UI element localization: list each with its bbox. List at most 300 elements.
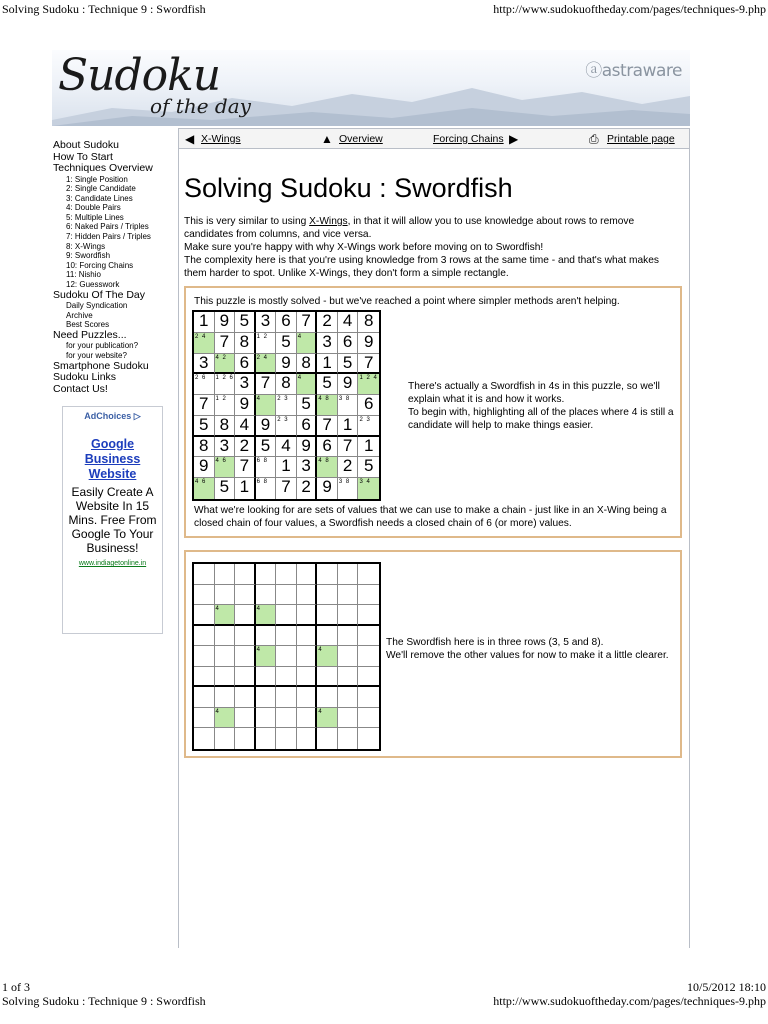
grid-cell [256, 416, 277, 437]
sidebar-item[interactable]: 3: Candidate Lines [66, 193, 133, 203]
grid-cell [358, 478, 379, 499]
grid-cell [358, 437, 379, 458]
grid-cell [256, 395, 277, 416]
grid-cell [235, 687, 256, 708]
grid-cell [338, 374, 359, 395]
grid-cell [256, 457, 277, 478]
cell-candidates: 2 3 [277, 396, 289, 403]
cell-value: 1 [281, 457, 291, 476]
sidebar-item[interactable]: 4: Double Pairs [66, 203, 121, 213]
grid-cell [358, 374, 379, 395]
grid-cell [235, 564, 256, 585]
grid-cell [194, 457, 215, 478]
brand-name: astraware [601, 61, 682, 81]
grid-cell [235, 605, 256, 626]
grid-cell [338, 687, 359, 708]
grid-cell [276, 457, 297, 478]
print-header-url: http://www.sudokuoftheday.com/pages/techniques-9.php [493, 2, 766, 16]
cell-value: 9 [322, 478, 332, 497]
cell-value: 2 [322, 312, 332, 330]
grid-cell [215, 374, 236, 395]
grid-cell [358, 416, 379, 437]
grid-cell [297, 585, 318, 606]
grid-cell [297, 708, 318, 729]
grid-cell [317, 687, 338, 708]
sidebar-item[interactable]: 5: Multiple Lines [66, 212, 124, 222]
cell-value: 7 [239, 457, 250, 476]
cell-value: 8 [363, 312, 374, 330]
grid-cell [276, 354, 297, 375]
grid-cell [215, 333, 236, 354]
cell-candidates: 1 2 4 [359, 375, 378, 382]
grid-cell [256, 646, 277, 667]
cell-value: 5 [281, 332, 291, 351]
cell-value: 2 [239, 436, 250, 455]
grid-cell [297, 646, 318, 667]
grid-cell [358, 457, 379, 478]
cell-value: 7 [260, 374, 271, 393]
grid-cell [358, 626, 379, 647]
sidebar-item[interactable]: Sudoku Links [53, 371, 117, 384]
grid-cell [215, 687, 236, 708]
grid-cell [256, 708, 277, 729]
print-header-title: Solving Sudoku : Technique 9 : Swordfish [2, 2, 206, 16]
grid-cell [317, 457, 338, 478]
cell-candidates: 4 [297, 333, 303, 340]
cell-candidates: 2 4 [195, 333, 207, 340]
grid-cell [215, 416, 236, 437]
grid-cell [215, 478, 236, 499]
sidebar-item[interactable]: Daily Syndication [66, 301, 128, 311]
cell-value: 8 [301, 353, 311, 372]
prev-arrow-icon[interactable]: ◀ [185, 132, 195, 146]
cell-value: 1 [363, 436, 374, 455]
grid-cell [276, 667, 297, 688]
grid-cell [276, 437, 297, 458]
grid-cell [276, 728, 297, 749]
grid-cell [317, 312, 338, 333]
grid-cell [194, 687, 215, 708]
example-1-footer: What we're looking for are sets of values that we can use to make a chain - just like in an X-Wing being a closed chain of four values, a Swordfish needs a closed chain of 6 (or more) values. [194, 505, 667, 529]
grid-cell [256, 687, 277, 708]
brand-swirl-icon: ⓐ [585, 61, 602, 81]
grid-cell [235, 312, 256, 333]
grid-cell [317, 333, 338, 354]
next-arrow-icon[interactable]: ▶ [509, 132, 519, 146]
cell-value: 5 [219, 478, 230, 497]
grid-cell [276, 708, 297, 729]
grid-cell [317, 667, 338, 688]
printable-page-link[interactable]: Printable page [607, 133, 675, 145]
grid-cell [358, 354, 379, 375]
grid-cell [235, 646, 256, 667]
grid-cell [297, 416, 318, 437]
sidebar-item[interactable]: Smartphone Sudoku [53, 359, 149, 372]
grid-cell [194, 626, 215, 647]
grid-cell [297, 354, 318, 375]
grid-cell [215, 312, 236, 333]
grid-cell [194, 708, 215, 729]
grid-cell [235, 457, 256, 478]
ad-box[interactable] [62, 406, 163, 634]
grid-cell [338, 312, 359, 333]
sidebar-item[interactable]: 1: Single Position [66, 174, 128, 184]
sidebar-item[interactable]: 6: Naked Pairs / Triples [66, 222, 149, 232]
cell-value: 1 [322, 353, 332, 372]
sidebar-item[interactable]: Need Puzzles... [53, 328, 127, 341]
cell-candidates: 1 2 6 [215, 375, 234, 382]
cell-value: 7 [199, 395, 209, 414]
cell-value: 2 [301, 478, 311, 497]
cell-value: 9 [199, 457, 209, 476]
cell-value: 6 [363, 395, 374, 414]
grid-cell [276, 333, 297, 354]
cell-value: 7 [219, 332, 230, 351]
sidebar-item[interactable]: for your publication? [66, 341, 139, 351]
grid-cell [358, 605, 379, 626]
print-footer-title: Solving Sudoku : Technique 9 : Swordfish [2, 994, 206, 1008]
sidebar-item[interactable]: 8: X-Wings [66, 241, 106, 251]
cell-value: 4 [239, 415, 250, 434]
next-link[interactable]: Forcing Chains [433, 133, 504, 145]
grid-cell [338, 605, 359, 626]
cell-value: 7 [342, 436, 353, 455]
sudoku-grid-swordfish [192, 562, 381, 751]
sudoku-grid-full [192, 310, 381, 501]
grid-cell [338, 626, 359, 647]
ad-choices-label[interactable]: AdChoices ▷ [84, 411, 141, 421]
cell-candidates: 2 4 [256, 354, 268, 361]
cell-value: 9 [239, 395, 250, 414]
grid-cell [235, 667, 256, 688]
sidebar-item[interactable]: 2: Single Candidate [66, 184, 136, 194]
grid-cell [338, 708, 359, 729]
cell-candidates: 4 [318, 708, 323, 715]
cell-candidates: 6 8 [256, 458, 268, 465]
cell-candidates: 4 6 [195, 479, 207, 486]
grid-cell [317, 708, 338, 729]
page-title: Solving Sudoku : Swordfish [184, 173, 513, 203]
grid-cell [235, 626, 256, 647]
grid-cell [194, 437, 215, 458]
grid-cell [297, 478, 318, 499]
sidebar-item[interactable]: 12: Guesswork [66, 280, 120, 290]
grid-cell [358, 667, 379, 688]
sidebar-item[interactable]: 9: Swordfish [66, 251, 111, 261]
grid-cell [276, 564, 297, 585]
grid-cell [256, 354, 277, 375]
cell-value: 9 [342, 374, 353, 393]
sidebar-item[interactable]: for your website? [66, 351, 127, 360]
cell-candidates: 4 8 [318, 396, 330, 403]
cell-value: 1 [342, 415, 353, 434]
cell-candidates: 1 2 [256, 333, 268, 340]
grid-cell [297, 395, 318, 416]
grid-cell [256, 437, 277, 458]
grid-cell [235, 585, 256, 606]
xwings-inline-link[interactable]: X-Wings [309, 216, 348, 227]
grid-cell [235, 374, 256, 395]
grid-cell [194, 395, 215, 416]
print-footer-datetime: 10/5/2012 18:10 [686, 980, 766, 994]
grid-cell [358, 564, 379, 585]
cell-candidates: 2 6 [195, 375, 207, 382]
grid-cell [317, 478, 338, 499]
grid-cell [235, 728, 256, 749]
cell-value: 5 [260, 436, 271, 455]
grid-cell [276, 312, 297, 333]
grid-cell [338, 564, 359, 585]
grid-cell [338, 354, 359, 375]
grid-cell [194, 646, 215, 667]
grid-cell [215, 457, 236, 478]
sidebar-item[interactable]: Techniques Overview [53, 162, 153, 174]
cell-value: 5 [363, 457, 374, 476]
grid-cell [317, 374, 338, 395]
cell-value: 9 [260, 415, 271, 434]
cell-value: 1 [239, 478, 250, 497]
grid-cell [338, 667, 359, 688]
cell-candidates: 2 3 [277, 416, 289, 423]
grid-cell [256, 478, 277, 499]
cell-value: 7 [322, 415, 332, 434]
grid-cell [317, 585, 338, 606]
grid-cell [235, 395, 256, 416]
prev-link[interactable]: X-Wings [201, 133, 241, 145]
grid-cell [276, 585, 297, 606]
sidebar-item[interactable]: Best Scores [66, 320, 110, 330]
grid-cell [297, 437, 318, 458]
grid-cell [297, 687, 318, 708]
grid-cell [235, 416, 256, 437]
grid-cell [256, 605, 277, 626]
grid-cell [256, 374, 277, 395]
grid-cell [276, 478, 297, 499]
grid-cell [235, 437, 256, 458]
grid-cell [235, 354, 256, 375]
cell-candidates: 4 [318, 647, 323, 654]
grid-cell [194, 564, 215, 585]
overview-arrow-icon[interactable]: ▲ [321, 132, 333, 146]
cell-candidates: 3 4 [359, 479, 371, 486]
grid-cell [215, 437, 236, 458]
cell-value: 9 [281, 353, 291, 372]
cell-value: 9 [219, 312, 230, 330]
sidebar-item[interactable]: Archive [66, 310, 93, 320]
grid-cell [194, 416, 215, 437]
grid-cell [317, 395, 338, 416]
grid-cell [338, 478, 359, 499]
grid-cell [358, 312, 379, 333]
example-1-side-text: There's actually a Swordfish in 4s in this puzzle, so we'll explain what it is and how it works. To begin with, highlighting all of the places where 4 is still a candidate will help to make things easier. [408, 381, 674, 431]
grid-cell [297, 667, 318, 688]
cell-candidates: 4 6 [215, 458, 227, 465]
sidebar-item[interactable]: 10: Forcing Chains [66, 260, 134, 270]
grid-cell [338, 416, 359, 437]
grid-cell [297, 564, 318, 585]
grid-cell [194, 333, 215, 354]
grid-cell [317, 728, 338, 749]
cell-value: 5 [342, 353, 353, 372]
cell-value: 5 [199, 415, 209, 434]
grid-cell [215, 708, 236, 729]
grid-cell [358, 333, 379, 354]
grid-cell [194, 478, 215, 499]
example-2-side-text: The Swordfish here is in three rows (3, 5 and 8). We'll remove the other values for now to make it a little clearer. [386, 637, 669, 661]
site-logo[interactable]: Sudoku [58, 50, 221, 101]
grid-cell [297, 374, 318, 395]
grid-cell [276, 416, 297, 437]
cell-candidates: 3 8 [338, 479, 351, 486]
cell-value: 8 [199, 436, 209, 455]
grid-cell [256, 667, 277, 688]
grid-cell [276, 687, 297, 708]
grid-cell [317, 646, 338, 667]
grid-cell [358, 708, 379, 729]
grid-cell [338, 728, 359, 749]
cell-candidates: 4 [256, 396, 261, 403]
grid-cell [215, 395, 236, 416]
cell-candidates: 4 [256, 647, 261, 654]
cell-value: 2 [342, 457, 353, 476]
cell-value: 5 [322, 374, 332, 393]
printer-icon[interactable]: ⎙ [589, 132, 599, 146]
cell-value: 5 [301, 395, 311, 414]
cell-candidates: 4 [215, 606, 220, 613]
sidebar-item[interactable]: 11: Nishio [66, 270, 101, 280]
cell-value: 5 [239, 312, 250, 330]
grid-cell [194, 728, 215, 749]
cell-value: 3 [199, 353, 209, 372]
cell-value: 3 [219, 436, 230, 455]
cell-value: 7 [363, 353, 374, 372]
grid-cell [256, 564, 277, 585]
site-banner[interactable] [52, 50, 690, 126]
cell-value: 4 [281, 436, 291, 455]
grid-cell [194, 605, 215, 626]
grid-cell [338, 437, 359, 458]
cell-value: 3 [239, 374, 250, 393]
grid-cell [358, 687, 379, 708]
cell-candidates: 2 3 [359, 416, 371, 423]
grid-cell [215, 646, 236, 667]
brand-logo[interactable] [585, 56, 682, 81]
grid-cell [317, 437, 338, 458]
sidebar-item[interactable]: Sudoku Of The Day [53, 288, 146, 301]
cell-value: 9 [301, 436, 311, 455]
grid-cell [338, 395, 359, 416]
grid-cell [194, 354, 215, 375]
grid-cell [256, 626, 277, 647]
grid-cell [194, 585, 215, 606]
cell-value: 7 [301, 312, 311, 330]
cell-candidates: 4 8 [318, 458, 330, 465]
grid-cell [358, 585, 379, 606]
grid-cell [358, 646, 379, 667]
grid-cell [276, 395, 297, 416]
intro-text: This is very similar to using X-Wings, in that it will allow you to use knowledge about rows to remove candidates from columns, and vice versa. Make sure you're happy with why X-Wings work before moving on to Swordfish! The complexity here is that you're using knowledge from 3 rows at the same time - and that's what makes them harder to spot. Unlike X-Wings, they don't form a simple rectangle. [184, 216, 659, 279]
cell-value: 8 [219, 415, 230, 434]
grid-cell [338, 646, 359, 667]
cell-value: 8 [239, 332, 250, 351]
grid-cell [297, 312, 318, 333]
cell-value: 9 [363, 332, 374, 351]
grid-cell [297, 605, 318, 626]
print-footer-url: http://www.sudokuoftheday.com/pages/techniques-9.php [493, 994, 766, 1008]
grid-cell [215, 667, 236, 688]
grid-cell [317, 564, 338, 585]
sidebar-item[interactable]: 7: Hidden Pairs / Triples [66, 232, 151, 242]
ad-headline[interactable]: Google Business Website [84, 437, 141, 481]
cell-candidates: 4 2 [215, 354, 227, 361]
cell-candidates: 6 8 [256, 479, 268, 486]
main-content [178, 128, 690, 948]
grid-cell [256, 728, 277, 749]
cell-candidates: 4 [297, 375, 303, 382]
grid-cell [338, 585, 359, 606]
grid-cell [256, 333, 277, 354]
cell-value: 4 [342, 312, 353, 330]
grid-cell [317, 605, 338, 626]
print-footer-page: 1 of 3 [2, 980, 30, 994]
grid-cell [235, 478, 256, 499]
cell-value: 3 [322, 332, 332, 351]
sidebar-item[interactable]: About Sudoku [53, 139, 119, 151]
grid-cell [215, 605, 236, 626]
cell-value: 7 [281, 478, 291, 497]
technique-nav [179, 129, 689, 149]
ad-body: Easily Create A Website In 15 Mins. Free From Google To Your Business! [68, 485, 157, 555]
sidebar-item[interactable]: Contact Us! [53, 382, 108, 395]
grid-cell [256, 312, 277, 333]
grid-cell [215, 626, 236, 647]
grid-cell [215, 585, 236, 606]
grid-cell [317, 626, 338, 647]
grid-cell [194, 312, 215, 333]
cell-value: 6 [281, 312, 291, 330]
grid-cell [276, 605, 297, 626]
grid-cell [276, 646, 297, 667]
grid-cell [215, 354, 236, 375]
sidebar-nav [53, 140, 171, 395]
ad-url[interactable]: www.indiagetonline.in [78, 560, 147, 567]
cell-value: 3 [260, 312, 271, 330]
overview-link[interactable]: Overview [339, 133, 383, 145]
cell-value: 8 [281, 374, 291, 393]
cell-value: 6 [239, 353, 250, 372]
site-logo-tagline: of the day [150, 94, 251, 118]
grid-cell [235, 708, 256, 729]
grid-cell [194, 374, 215, 395]
ad-choices-icon: ▷ [133, 411, 141, 421]
grid-cell [297, 457, 318, 478]
cell-value: 6 [342, 332, 353, 351]
grid-cell [338, 457, 359, 478]
grid-cell [276, 374, 297, 395]
grid-cell [297, 333, 318, 354]
grid-cell [215, 564, 236, 585]
grid-cell [338, 333, 359, 354]
cell-candidates: 4 [215, 708, 220, 715]
cell-value: 6 [301, 415, 311, 434]
cell-value: 6 [322, 436, 332, 455]
grid-cell [297, 728, 318, 749]
grid-cell [297, 626, 318, 647]
cell-value: 3 [301, 457, 311, 476]
example-1-caption: This puzzle is mostly solved - but we've reached a point where simpler methods aren't helping. [194, 296, 620, 307]
grid-cell [317, 354, 338, 375]
sidebar-item[interactable]: How To Start [53, 150, 113, 163]
